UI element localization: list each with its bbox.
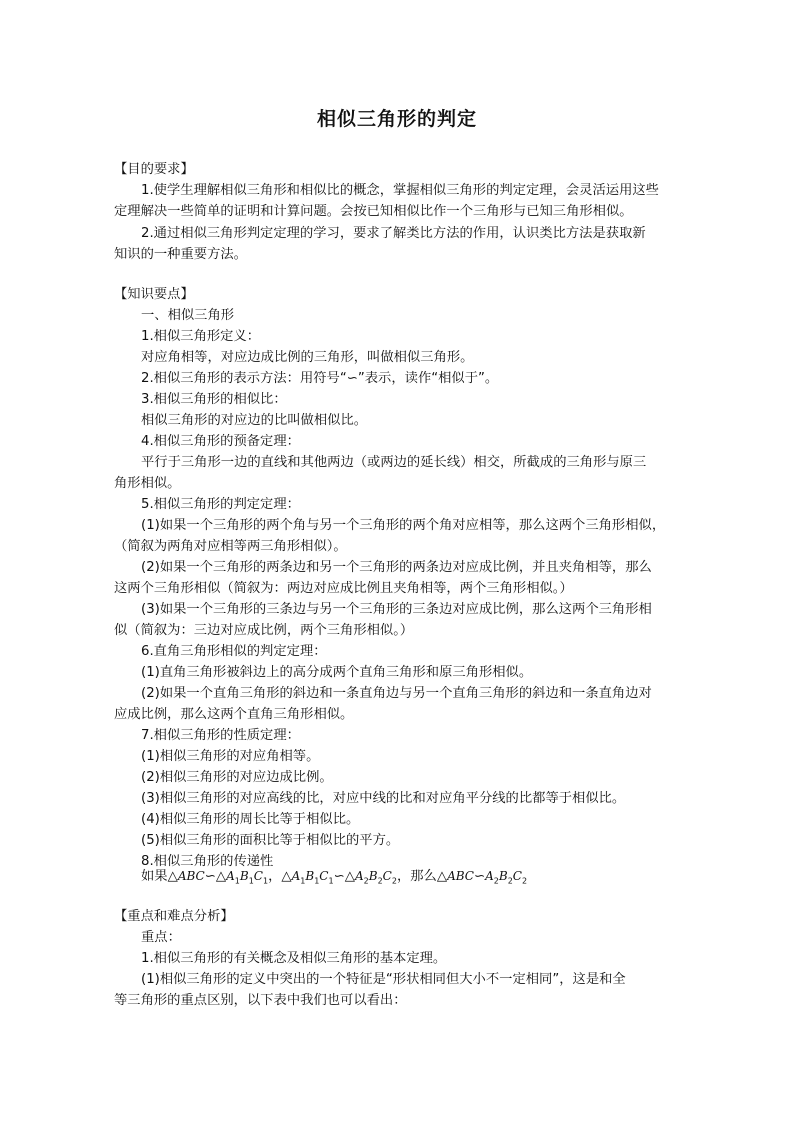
analysis-line: (1)相似三角形的定义中突出的一个特征是“形状相同但大小不一定相同”，这是和全 — [141, 972, 626, 987]
formula-var: B — [368, 869, 378, 883]
formula-var: A — [291, 869, 301, 883]
knowledge-line: 角形相似。 — [114, 476, 181, 491]
formula-var: C — [319, 869, 329, 883]
formula-sub: 2 — [363, 876, 369, 886]
knowledge-line: 3.相似三角形的相似比： — [141, 392, 287, 407]
formula-text: 如果 — [141, 869, 168, 884]
formula-sub: 1 — [314, 876, 320, 886]
triangle-symbol: △ — [281, 869, 292, 884]
knowledge-line: 对应角相等，对应边成比例的三角形，叫做相似三角形。 — [141, 350, 474, 365]
knowledge-line: (2)如果一个直角三角形的斜边和一条直角边与另一个直角三角形的斜边和一条直角边对 — [141, 686, 652, 701]
formula-sub: 2 — [521, 876, 528, 886]
formula-text: ，那么 — [396, 869, 437, 884]
knowledge-heading: 【知识要点】 — [114, 287, 194, 302]
knowledge-line: 相似三角形的对应边的比叫做相似比。 — [141, 413, 368, 428]
knowledge-line: (2)相似三角形的对应边成比例。 — [141, 770, 333, 785]
knowledge-line: 平行于三角形一边的直线和其他两边（或两边的延长线）相交，所截成的三角形与原三 — [141, 455, 647, 470]
goals-p1-line2: 定理解决一些简单的证明和计算问题。会按已知相似比作一个三角形与已知三角形相似。 — [114, 204, 633, 219]
formula-var: C — [382, 869, 392, 883]
knowledge-line: (5)相似三角形的面积比等于相似比的平方。 — [141, 833, 400, 848]
formula-var: C — [512, 869, 522, 883]
knowledge-line: (1)相似三角形的对应角相等。 — [141, 749, 320, 764]
knowledge-line: (2)如果一个三角形的两条边和另一个三角形的两条边对应成比例，并且夹角相等，那么 — [141, 560, 652, 575]
similar-symbol: ∽ — [204, 869, 216, 884]
goals-heading: 【目的要求】 — [114, 162, 194, 177]
formula-sub: 2 — [377, 876, 383, 886]
knowledge-line: 这两个三角形相似（简叙为：两边对应成比例且夹角相等，两个三角形相似。） — [114, 581, 573, 596]
transitivity-formula — [141, 866, 527, 892]
similar-symbol: ∽ — [473, 869, 486, 884]
formula-var: B — [498, 869, 508, 883]
analysis-line: 重点： — [141, 930, 181, 945]
knowledge-line: 似（简叙为：三边对应成比例，两个三角形相似。） — [114, 623, 414, 638]
knowledge-line: (3)如果一个三角形的三条边与另一个三角形的三条边对应成比例，那么这两个三角形相 — [141, 602, 652, 617]
knowledge-line: 8.相似三角形的传递性 — [141, 854, 274, 869]
knowledge-line: 5.相似三角形的判定定理： — [141, 497, 300, 512]
analysis-line: 等三角形的重点区别，以下表中我们也可以看出： — [114, 993, 407, 1008]
knowledge-line: (1)直角三角形被斜边上的高分成两个直角三角形和原三角形相似。 — [141, 665, 533, 680]
triangle-symbol: △ — [344, 869, 355, 884]
formula-sub: 2 — [391, 876, 397, 886]
knowledge-line: (3)相似三角形的对应高线的比，对应中线的比和对应角平分线的比都等于相似比。 — [141, 791, 626, 806]
formula-var: B — [305, 869, 315, 883]
triangle-symbol: △ — [215, 869, 227, 884]
similar-symbol: ∽ — [333, 869, 345, 884]
knowledge-line: （简叙为两角对应相等两三角形相似）。 — [114, 539, 347, 554]
formula-var: A — [485, 869, 494, 883]
formula-sub: 1 — [300, 876, 306, 886]
triangle-symbol: △ — [436, 869, 448, 884]
formula-var: A — [226, 869, 235, 883]
knowledge-line: 一、相似三角形 — [141, 308, 235, 323]
goals-p1-line1: 1.使学生理解相似三角形和相似比的概念，掌握相似三角形的判定定理，会灵活运用这些 — [141, 183, 659, 198]
page-title: 相似三角形的判定 — [316, 108, 477, 130]
knowledge-line: 4.相似三角形的预备定理： — [141, 434, 300, 449]
formula-sub: 2 — [493, 876, 499, 886]
analysis-line: 1.相似三角形的有关概念及相似三角形的基本定理。 — [141, 951, 447, 966]
formula-sub: 1 — [328, 876, 334, 886]
knowledge-line: (4)相似三角形的周长比等于相似比。 — [141, 812, 360, 827]
analysis-heading: 【重点和难点分析】 — [114, 909, 234, 924]
goals-p2-line1: 2.通过相似三角形判定定理的学习，要求了解类比方法的作用，认识类比方法是获取新 — [141, 226, 646, 241]
knowledge-line: 7.相似三角形的性质定理： — [141, 728, 300, 743]
triangle-symbol: △ — [167, 869, 178, 884]
formula-var: A — [354, 869, 364, 883]
formula-sub: 1 — [248, 876, 254, 886]
formula-sub: 2 — [507, 876, 513, 886]
formula-sub: 1 — [234, 876, 240, 886]
knowledge-line: 2.相似三角形的表示方法：用符号“∽”表示，读作“相似于”。 — [141, 371, 499, 386]
formula-var: ABC — [177, 869, 205, 883]
formula-var: C — [253, 869, 263, 883]
knowledge-line: 应成比例，那么这两个直角三角形相似。 — [114, 707, 354, 722]
goals-p2-line2: 知识的一种重要方法。 — [114, 247, 247, 262]
knowledge-line: 1.相似三角形定义： — [141, 329, 261, 344]
formula-text: ， — [268, 869, 282, 884]
knowledge-line: 6.直角三角形相似的判定定理： — [141, 644, 327, 659]
formula-var: B — [239, 869, 249, 883]
formula-sub: 1 — [262, 876, 269, 886]
knowledge-line: (1)如果一个三角形的两个角与另一个三角形的两个角对应相等，那么这两个三角形相似， — [141, 518, 666, 533]
formula-var: ABC — [447, 869, 474, 883]
